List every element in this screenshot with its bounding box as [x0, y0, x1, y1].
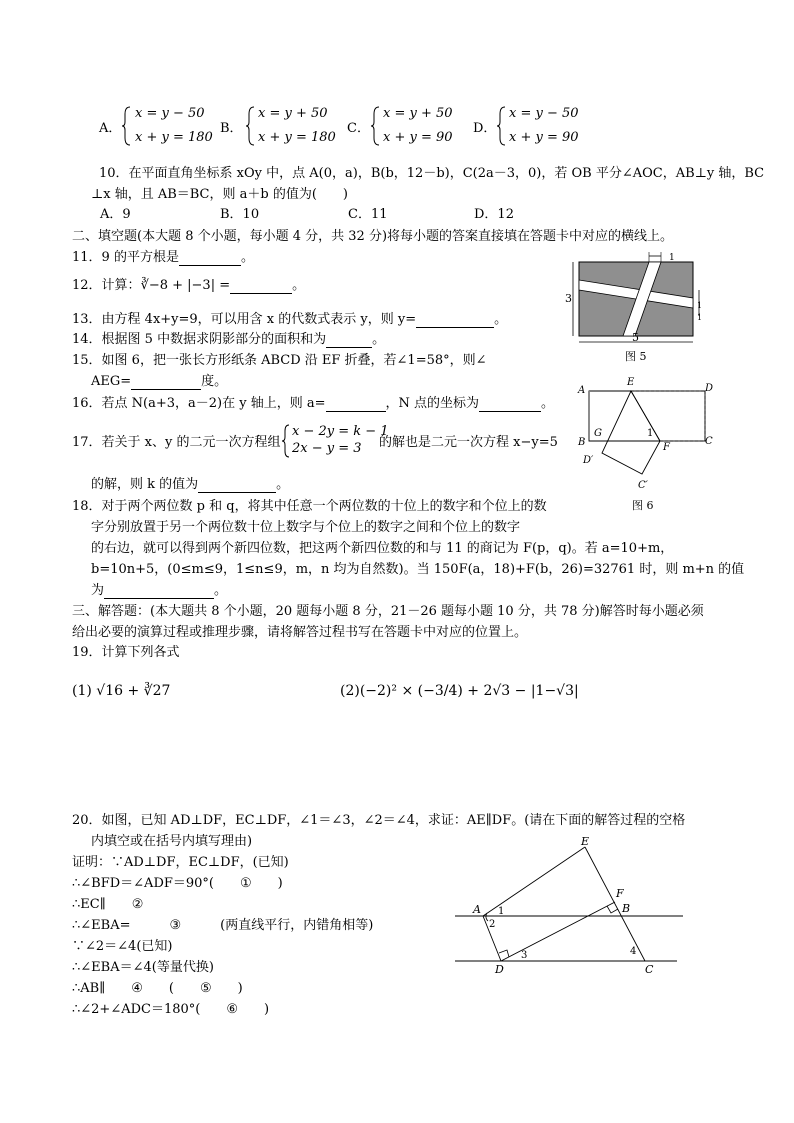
- fig6-label-cprime: C′: [638, 480, 648, 491]
- fig20-label-4: 4: [630, 946, 637, 957]
- q18-line1: 18．对于两个两位数 p 和 q，将其中任意一个两位数的十位上的数字和个位上的数: [72, 499, 547, 514]
- fig20-label-d: D: [495, 963, 504, 976]
- fig20-label-3: 3: [521, 950, 528, 961]
- q10-option-a: A．9: [100, 207, 131, 222]
- figure-5: [565, 250, 710, 365]
- fig5-left-label: 3: [565, 292, 572, 305]
- fig20-label-c: C: [645, 963, 654, 976]
- fig5-right-label-1: 1: [697, 301, 703, 310]
- q20-step1: 证明：∵AD⊥DF，EC⊥DF，(已知): [72, 855, 289, 870]
- q20-step5: ∵∠2＝∠4(已知): [72, 939, 173, 954]
- q20-step7: ∴AB∥ ④ ( ⑤ ): [72, 981, 243, 996]
- q20-step8: ∴∠2+∠ADC＝180°( ⑥ ): [72, 1002, 270, 1017]
- q12: 12．计算：∛−8 + |−3| = 。: [72, 278, 306, 293]
- q20-step2: ∴∠BFD＝∠ADF＝90°( ① ): [72, 876, 283, 891]
- fig6-label-f: F: [663, 442, 670, 453]
- q16: 16．若点 N(a+3，a－2)在 y 轴上，则 a= ，N 点的坐标为 。: [72, 396, 555, 411]
- fig6-label-d: D: [705, 383, 714, 394]
- section3-line1: 三、解答题：(本大题共 8 个小题，20 题每小题 8 分，21－26 题每小题 10 分，共 78 分)解答时每小题必须: [72, 604, 704, 619]
- q20-step3: ∴EC∥ ②: [72, 897, 183, 912]
- q14: 14．根据图 5 中数据求阴影部分的面积和为 。: [72, 332, 386, 347]
- fig6-label-c: C: [705, 436, 713, 447]
- q10-option-b: B．10: [220, 207, 260, 222]
- fig5-right-label-2: 1: [697, 313, 703, 322]
- brace-icon: [371, 106, 381, 146]
- q20-line1: 20．如图，已知 AD⊥DF，EC⊥DF，∠1＝∠3，∠2＝∠4，求证：AE∥DF。(请在下面的解答过程的空格: [72, 813, 686, 828]
- q10-line2: ⊥x 轴，且 AB＝BC，则 a＋b 的值为( ): [91, 187, 348, 202]
- q9-option-a: A． x = y − 50 x + y = 180: [99, 106, 213, 145]
- q9-option-d: D． x = y − 50 x + y = 90: [473, 106, 579, 145]
- q9-option-c: C． x = y + 50 x + y = 90: [347, 106, 453, 145]
- section3-line2: 给出必要的演算过程或推理步骤，请将解答过程书写在答题卡中对应的位置上。: [72, 625, 528, 640]
- q17-line2: 的解，则 k 的值为 。: [91, 477, 290, 492]
- fig20-label-e: E: [581, 835, 590, 848]
- brace-icon: [497, 106, 507, 146]
- q11: 11．9 的平方根是 。: [72, 250, 254, 265]
- fig5-bottom-label: 5: [632, 331, 639, 344]
- q10-line1: 10．在平面直角坐标系 xOy 中，点 A(0，a)，B(b，12－b)，C(2a－3，0)，若 OB 平分∠AOC，AB⊥y 轴，BC: [99, 166, 765, 181]
- fig20-label-1: 1: [498, 906, 505, 917]
- q15-line1: 15．如图 6，把一张长方形纸条 ABCD 沿 EF 折叠，若∠1=58°，则∠: [72, 353, 487, 368]
- fig5-caption: 图 5: [625, 350, 647, 363]
- fig20-label-f: F: [616, 887, 624, 900]
- q19-title: 19．计算下列各式: [72, 645, 180, 660]
- brace-icon: [122, 106, 132, 146]
- q9-option-b: B． x = y + 50 x + y = 180: [220, 106, 336, 145]
- fig6-label-dprime: D′: [583, 455, 594, 466]
- q20-line2: 内填空或在括号内填写理由): [91, 834, 253, 849]
- figure-q20: [455, 835, 690, 980]
- fig20-label-b: B: [622, 902, 631, 915]
- fig6-label-g: G: [594, 428, 602, 439]
- fig6-label-e: E: [627, 377, 635, 388]
- q13: 13．由方程 4x+y=9，可以用含 x 的代数式表示 y，则 y= 。: [72, 312, 508, 327]
- fig20-label-a: A: [473, 903, 481, 916]
- q15-line2: AEG= 度。: [91, 374, 228, 389]
- q10-option-c: C．11: [348, 207, 388, 222]
- q19-part1: (1) √16 + ∛27: [72, 683, 171, 699]
- q18-line4: b=10n+5，(0≤m≤9，1≤n≤9，m，n 均为自然数)。当 150F(a，18)+F(b，26)=32761 时，则 m+n 的值: [91, 562, 745, 577]
- fig6-label-1: 1: [647, 428, 654, 439]
- fig6-label-a: A: [578, 385, 586, 396]
- fig6-label-b: B: [578, 437, 586, 448]
- figure-6: [572, 373, 722, 515]
- q20-step4: ∴∠EBA= ③ (两直线平行，内错角相等): [72, 918, 374, 933]
- q20-step6: ∴∠EBA＝∠4(等量代换): [72, 960, 214, 975]
- fig6-caption: 图 6: [632, 499, 654, 512]
- q19-part2: (2)(−2)² × (−3/4) + 2√3 − |1−√3|: [340, 683, 579, 699]
- q18-line3: 的右边，就可以得到两个新四位数，把这两个新四位数的和与 11 的商记为 F(p，q)。若 a=10+m，: [91, 541, 674, 556]
- q18-line2: 字分别放置于另一个两位数十位上数字与个位上的数字之间和个位上的数字: [91, 520, 521, 535]
- section2-heading: 二、填空题(本大题 8 个小题，每小题 4 分，共 32 分)将每小题的答案直接填在答题卡中对应的横线上。: [72, 229, 674, 244]
- q18-line5: 为 。: [91, 583, 228, 598]
- fig5-top-label: 1: [669, 253, 675, 263]
- brace-icon: [282, 424, 290, 458]
- brace-icon: [246, 106, 256, 146]
- q10-option-d: D．12: [474, 207, 514, 222]
- fig20-label-2: 2: [489, 919, 496, 930]
